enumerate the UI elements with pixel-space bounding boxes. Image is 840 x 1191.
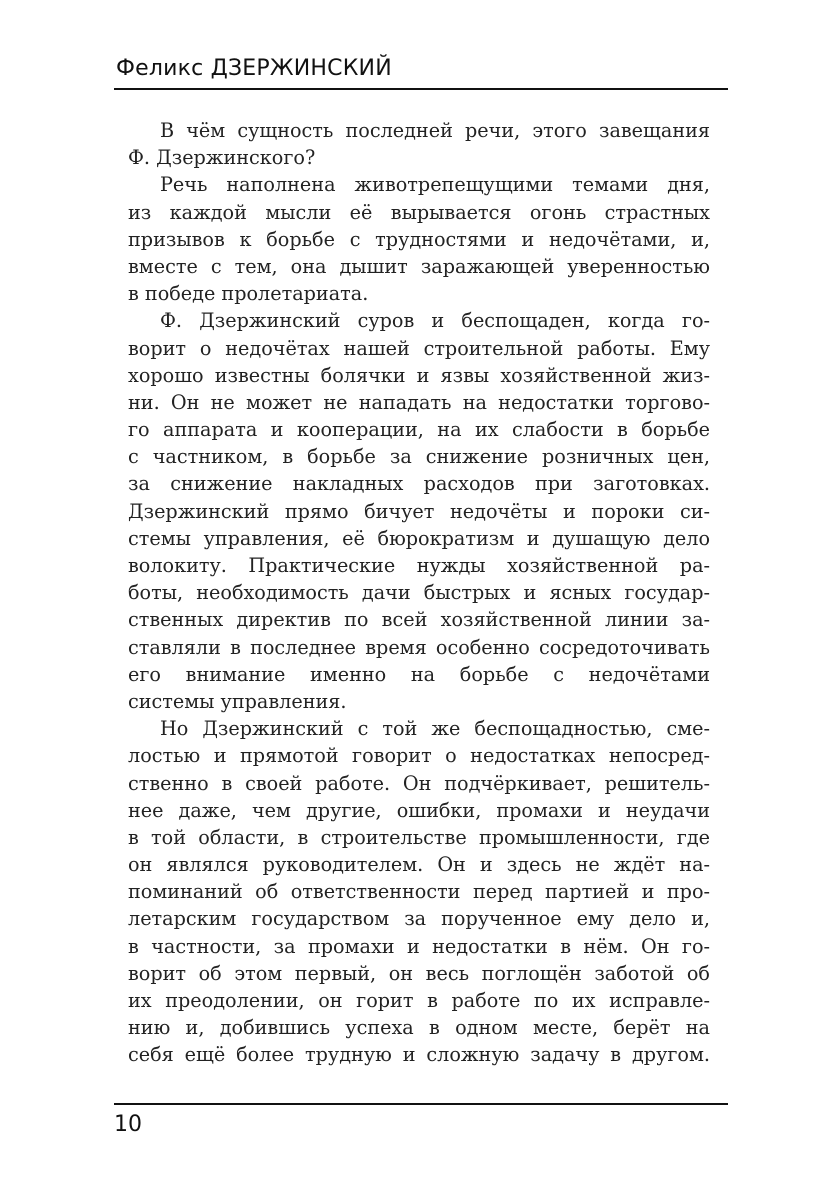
text-line: боты, необходимость дачи быстрых и ясных государ- (128, 581, 710, 605)
text-line: из каждой мысли её вырывается огонь страстных (128, 200, 710, 224)
footer-rule (114, 1103, 728, 1105)
text-line: ставляли в последнее время особенно сосредоточивать (128, 635, 710, 659)
text-line: его внимание именно на борьбе с недочётами (128, 662, 710, 686)
text-line: ворит о недочётах нашей строительной работы. Ему (128, 336, 710, 360)
header-rule (114, 88, 728, 90)
text-line: себя ещё более трудную и сложную задачу в другом. (128, 1043, 710, 1067)
text-line: призывов к борьбе с трудностями и недочётами, и, (128, 227, 710, 251)
text-line: поминаний об ответственности перед партией и про- (128, 880, 710, 904)
text-line: Но Дзержинский с той же беспощадностью, сме- (160, 717, 710, 741)
text-line: Дзержинский прямо бичует недочёты и пороки си- (128, 499, 710, 523)
text-line: ворит об этом первый, он весь поглощён заботой об (128, 961, 710, 985)
text-line: волокиту. Практические нужды хозяйственной ра- (128, 554, 710, 577)
text-line: Ф. Дзержинский суров и беспощаден, когда го- (160, 309, 710, 333)
text-line: вместе с тем, она дышит заражающей уверенностью (128, 254, 710, 278)
text-line: летарским государством за порученное ему дело и, (128, 907, 710, 931)
text-line: лостью и прямотой говорит о недостатках непосред- (128, 744, 710, 768)
text-line: в той области, в строительстве промышленности, где (128, 825, 710, 849)
text-line: он являлся руководителем. Он и здесь не ждёт на- (128, 853, 710, 877)
text-line: В чём сущность последней речи, этого завещания (160, 119, 710, 142)
text-line: в частности, за промахи и недостатки в нём. Он го- (128, 934, 710, 958)
text-line: с частником, в борьбе за снижение розничных цен, (128, 445, 710, 469)
text-line: ни. Он не может не нападать на недостатки торгово- (128, 390, 710, 414)
text-line: ственно в своей работе. Он подчёркивает, решитель- (128, 771, 710, 795)
text-line: в победе пролетариата. (128, 282, 369, 306)
text-line: Речь наполнена животрепещущими темами дня, (160, 173, 710, 197)
running-title: Феликс ДЗЕРЖИНСКИЙ (116, 56, 392, 81)
text-line: их преодолении, он горит в работе по их исправле- (128, 989, 710, 1012)
page-number: 10 (114, 1112, 142, 1137)
text-line: системы управления. (128, 689, 347, 713)
text-line: стемы управления, её бюрократизм и душащую дело (128, 526, 710, 550)
text-line: ственных директив по всей хозяйственной линии за- (128, 608, 710, 632)
text-line: нию и, добившись успеха в одном месте, берёт на (128, 1016, 710, 1040)
text-line: хорошо известны болячки и язвы хозяйственной жиз- (128, 363, 710, 387)
body-text (128, 117, 710, 1069)
text-line: нее даже, чем другие, ошибки, промахи и неудачи (128, 798, 710, 822)
text-line: го аппарата и кооперации, на их слабости в борьбе (128, 418, 710, 442)
text-line: Ф. Дзержинского? (128, 146, 316, 170)
text-line: за снижение накладных расходов при заготовках. (128, 472, 710, 496)
